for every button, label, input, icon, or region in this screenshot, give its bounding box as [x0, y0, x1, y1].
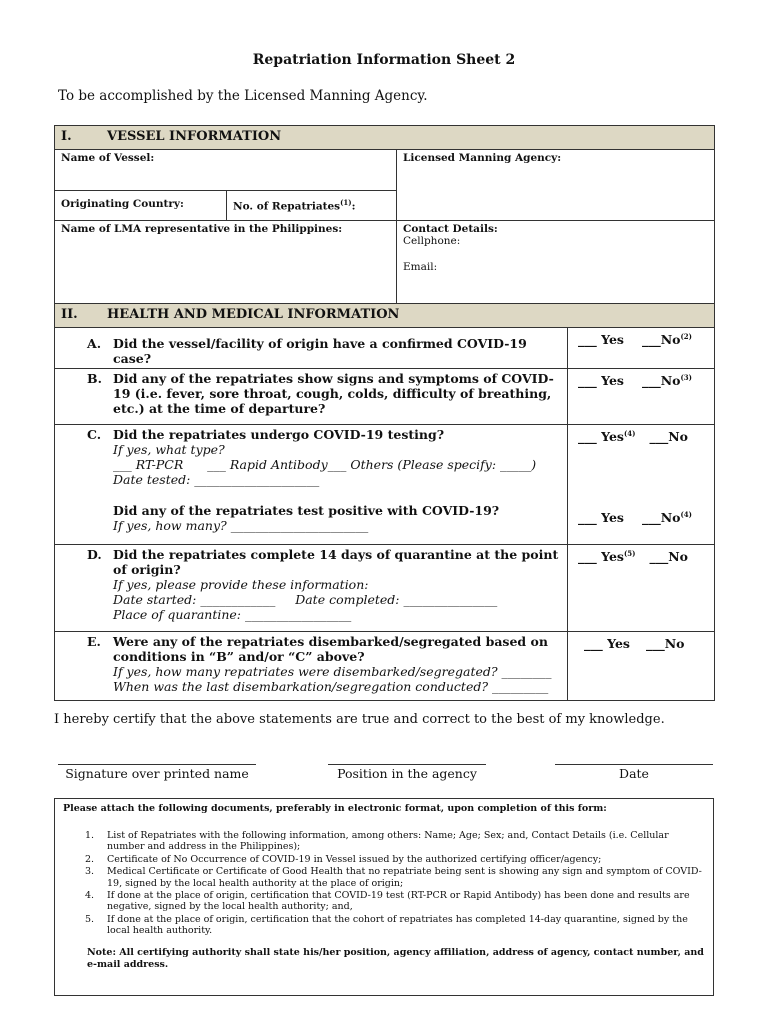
email-label: Email: — [403, 261, 438, 273]
answer-b-no[interactable]: ___No — [641, 373, 681, 389]
answer-c-yes[interactable]: ___ Yes — [578, 429, 624, 445]
date-label: Date — [619, 766, 649, 781]
list-item-number: 2. — [85, 853, 95, 865]
footnote-5: (5) — [623, 549, 636, 558]
list-item — [85, 853, 705, 865]
answer-a[interactable] — [568, 328, 715, 369]
answer-e-yes[interactable]: ___ Yes — [584, 636, 630, 651]
footnote-3: (3) — [680, 373, 692, 382]
attachments-list — [85, 830, 705, 937]
section-1-title: VESSEL INFORMATION — [107, 129, 282, 144]
vessel-name-label: Name of Vessel: — [61, 152, 155, 164]
attachments-note: Note: All certifying authority shall state his/her position, agency affiliation, address of agency, contact number, and e-mail address. — [87, 946, 704, 970]
section-2-number: II. — [61, 307, 78, 322]
answer-c-no[interactable]: ___No — [649, 429, 688, 445]
question-e-text: Were any of the repatriates disembarked/segregated based on conditions in “B” and/or “C” above? — [113, 634, 548, 664]
list-item — [85, 913, 705, 937]
answer-e[interactable] — [568, 632, 715, 701]
question-c — [55, 425, 568, 545]
list-item-text: If done at the place of origin, certification that the cohort of repatriates has completed 14-day quarantine, signed by the local health authority. — [107, 913, 688, 937]
list-item-number: 5. — [85, 913, 95, 925]
section-1-number: I. — [61, 129, 72, 144]
answer-d[interactable] — [568, 545, 715, 632]
originating-country-label: Originating Country: — [61, 198, 184, 210]
list-item-text: List of Repatriates with the following information, among others: Name; Age; Sex; and, Contact Details (i.e. Cellular number and address in the Philippines); — [107, 830, 669, 853]
certification-statement: I hereby certify that the above statements are true and correct to the best of my knowledge. — [54, 712, 665, 727]
manning-agency-field[interactable] — [397, 150, 715, 221]
question-e — [55, 632, 568, 701]
question-b-letter: B. — [87, 371, 102, 386]
answer-c2-no[interactable]: ___No — [641, 510, 681, 526]
answer-b-yes[interactable]: ___ Yes — [578, 373, 624, 389]
question-b-text: Did any of the repatriates show signs and symptoms of COVID-19 (i.e. fever, sore throat, cough, colds, difficulty of breathing, etc.) at the time of departure? — [113, 371, 554, 416]
signature-label: Signature over printed name — [65, 766, 249, 781]
list-item — [85, 889, 705, 913]
answer-d-yes[interactable]: ___ Yes — [578, 549, 624, 565]
question-d-dates[interactable]: Date started: ____________ Date completed: _______________ — [113, 592, 498, 607]
question-c-letter: C. — [87, 427, 102, 442]
page-subtitle: To be accomplished by the Licensed Manning Agency. — [58, 88, 428, 104]
answer-d-no[interactable]: ___No — [649, 549, 688, 565]
answer-a-no[interactable]: ___No — [641, 332, 681, 348]
lma-representative-label: Name of LMA representative in the Philippines: — [61, 223, 343, 235]
question-c2-text: Did any of the repatriates test positive with COVID-19? — [113, 503, 500, 518]
contact-details-label: Contact Details: — [403, 223, 498, 235]
answer-c[interactable] — [568, 425, 715, 545]
num-repatriates-label: No. of Repatriates — [233, 200, 341, 213]
question-d — [55, 545, 568, 632]
contact-details-field[interactable] — [397, 221, 715, 304]
section-1-header — [55, 126, 715, 150]
answer-a-yes[interactable]: ___ Yes — [578, 332, 624, 348]
list-item-number: 4. — [85, 889, 95, 901]
list-item — [85, 866, 705, 889]
question-d-place[interactable]: Place of quarantine: _________________ — [113, 607, 352, 622]
num-repatriates-field[interactable]: No. of Repatriates$^{(1)}$: — [227, 191, 397, 221]
list-item — [85, 830, 705, 853]
lma-representative-field[interactable] — [55, 221, 397, 304]
list-item-text: Certificate of No Occurrence of COVID-19 in Vessel issued by the authorized certifying officer/agency; — [107, 853, 602, 865]
originating-country-field[interactable] — [55, 191, 227, 221]
question-b — [55, 369, 568, 425]
form-table — [54, 125, 715, 701]
question-d-text: Did the repatriates complete 14 days of quarantine at the point of origin? — [113, 547, 559, 577]
question-c-date[interactable]: Date tested: ____________________ — [113, 472, 320, 487]
answer-c2-yes[interactable]: ___ Yes — [578, 510, 624, 526]
list-item-text: Medical Certificate or Certificate of Good Health that no repatriate being sent is showing any sign and symptom of COVID-19, signed by the local health authority at the place of origin; — [107, 866, 702, 889]
vessel-name-field[interactable] — [55, 150, 397, 191]
footnote-4b: (4) — [680, 510, 692, 520]
page-title: Repatriation Information Sheet 2 — [252, 52, 516, 68]
list-item-number: 1. — [85, 830, 95, 841]
question-e-when[interactable]: When was the last disembarkation/segregation conducted? _________ — [113, 679, 549, 694]
question-e-how-many[interactable]: If yes, how many repatriates were disembarked/segregated? ________ — [113, 664, 552, 679]
attachments-box — [54, 798, 714, 996]
question-d-info: If yes, please provide these information: — [113, 577, 369, 592]
position-line[interactable] — [328, 764, 486, 765]
question-c-text: Did the repatriates undergo COVID-19 testing? — [113, 427, 445, 442]
position-label: Position in the agency — [337, 766, 477, 781]
cellphone-label: Cellphone: — [403, 235, 461, 247]
list-item-number: 3. — [85, 866, 95, 878]
answer-b[interactable] — [568, 369, 715, 425]
manning-agency-label: Licensed Manning Agency: — [403, 152, 562, 164]
question-e-letter: E. — [87, 634, 101, 649]
section-2-title: HEALTH AND MEDICAL INFORMATION — [107, 307, 400, 322]
date-line[interactable] — [555, 764, 713, 765]
footnote-1: (1) — [340, 198, 352, 207]
section-2-header — [55, 304, 715, 328]
attachments-heading: Please attach the following documents, preferably in electronic format, upon completion of this form: — [63, 803, 607, 814]
question-c-type: If yes, what type? — [113, 442, 225, 457]
question-d-letter: D. — [87, 547, 102, 562]
list-item-text: If done at the place of origin, certification that COVID-19 test (RT-PCR or Rapid Antibody) has been done and results are negative, signed by the local health authority; and, — [107, 889, 690, 913]
footnote-2: (2) — [680, 332, 692, 341]
footnote-4: (4) — [623, 429, 636, 438]
question-a-text: Did the vessel/facility of origin have a confirmed COVID-19 case? — [113, 336, 527, 366]
question-c-options[interactable]: ___ RT-PCR ___ Rapid Antibody___ Others (Please specify: _____) — [113, 457, 537, 472]
question-a — [55, 328, 568, 369]
answer-e-no[interactable]: ___No — [645, 636, 685, 651]
question-c2-how-many[interactable]: If yes, how many? ______________________ — [113, 518, 369, 533]
signature-line[interactable] — [58, 764, 256, 765]
question-a-letter: A. — [87, 336, 102, 351]
